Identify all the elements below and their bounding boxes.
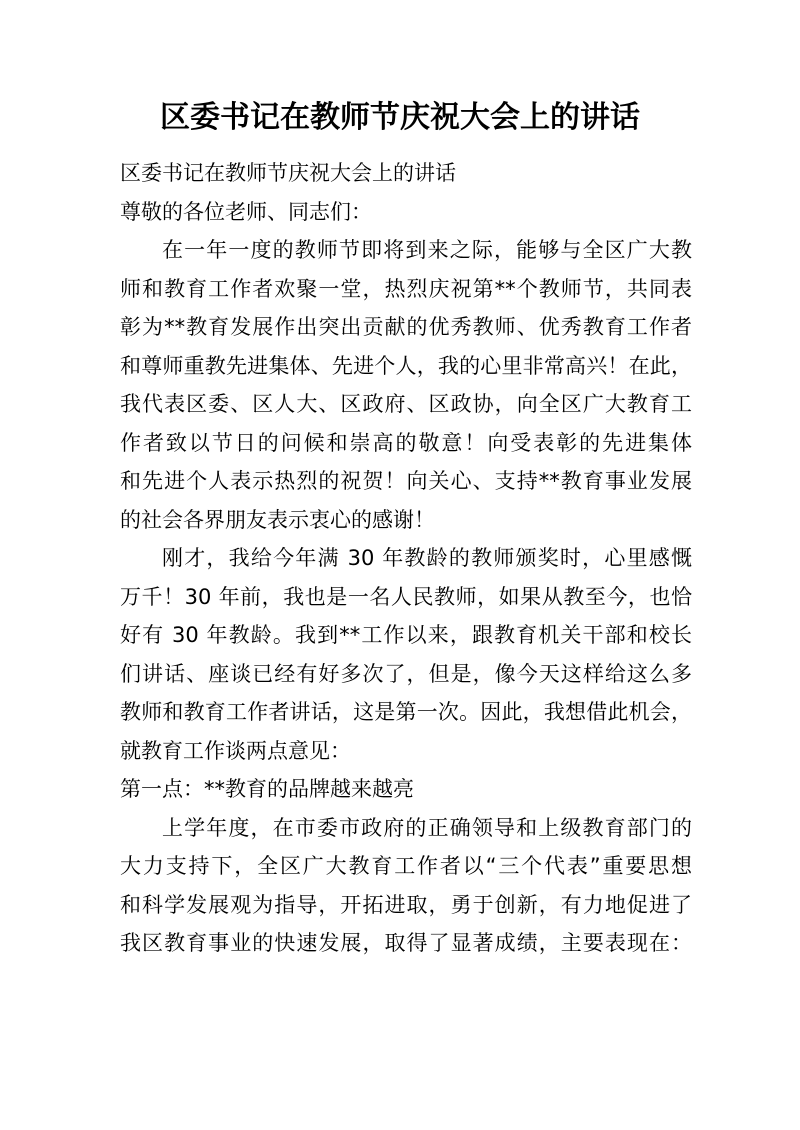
paragraph-line: 万千！30 年前，我也是一名人民教师，如果从教至今，也恰 [120,584,692,609]
paragraph-line: 大力支持下，全区广大教育工作者以“三个代表”重要思想 [120,854,692,878]
salutation: 尊敬的各位老师、同志们： [120,199,372,224]
paragraph-line: 和科学发展观为指导，开拓进取，勇于创新，有力地促进了 [120,892,692,917]
paragraph-line: 和尊师重教先进集体、先进个人，我的心里非常高兴！在此， [120,353,692,378]
paragraph-line: 师和教育工作者欢聚一堂，热烈庆祝第**个教师节，共同表 [120,276,692,301]
paragraph-line: 好有 30 年教龄。我到**工作以来，跟教育机关干部和校长 [120,623,692,647]
paragraph-line: 的社会各界朋友表示衷心的感谢！ [120,507,435,532]
body-heading: 区委书记在教师节庆祝大会上的讲话 [120,161,456,185]
paragraph-line: 彰为**教育发展作出突出贡献的优秀教师、优秀教育工作者 [120,315,692,339]
document-body [120,154,692,963]
paragraph-line: 们讲话、座谈已经有好多次了，但是，像今天这样给这么多 [120,661,692,686]
paragraph-line: 我代表区委、区人大、区政府、区政协，向全区广大教育工 [120,392,692,416]
paragraph-line: 教师和教育工作者讲话，这是第一次。因此，我想借此机会， [120,700,692,724]
paragraph-line: 和先进个人表示热烈的祝贺！向关心、支持**教育事业发展 [120,469,692,493]
paragraph-line: 作者致以节日的问候和崇高的敬意！向受表彰的先进集体 [120,430,692,455]
paragraph-line: 在一年一度的教师节即将到来之际，能够与全区广大教 [162,238,692,262]
paragraph-line: 上学年度，在市委市政府的正确领导和上级教育部门的 [162,815,692,840]
paragraph-line: 刚才，我给今年满 30 年教龄的教师颁奖时，心里感慨 [162,546,692,570]
document-title: 区委书记在教师节庆祝大会上的讲话 [160,100,640,135]
section-heading: 第一点：**教育的品牌越来越亮 [120,777,414,801]
paragraph-line: 我区教育事业的快速发展，取得了显著成绩，主要表现在： [120,931,692,955]
paragraph-line: 就教育工作谈两点意见： [120,738,351,763]
